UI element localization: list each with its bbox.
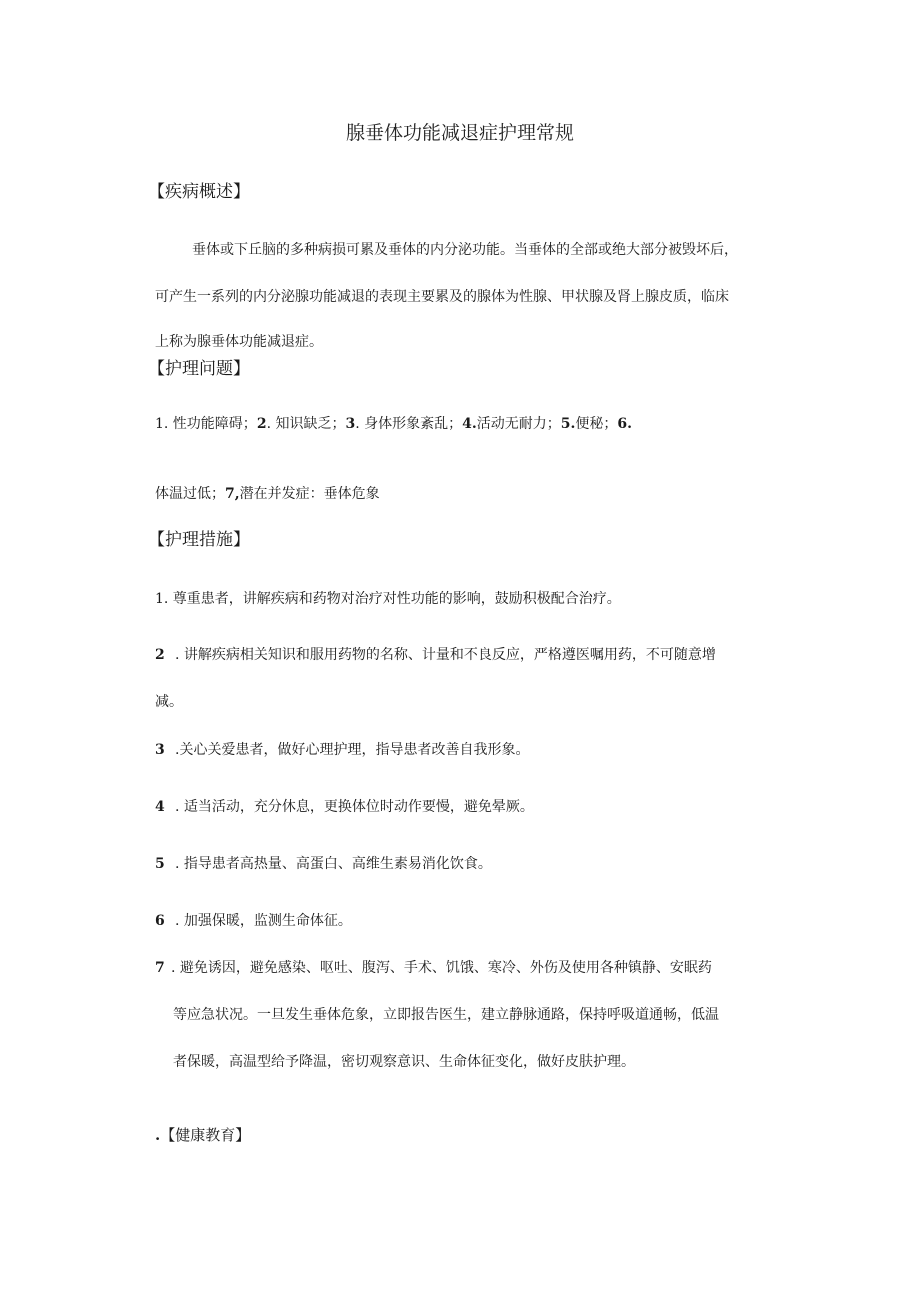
measure-item-7-cont-1: 等应急状况。一旦发生垂体危象，立即报告医生，建立静脉通路，保持呼吸道通畅，低温 bbox=[173, 1007, 719, 1023]
problem-text: 1. 性功能障碍； bbox=[155, 416, 257, 432]
problem-text: 体温过低； bbox=[155, 486, 225, 502]
measure-text: . 加强保暖，监测生命体征。 bbox=[175, 913, 352, 929]
measure-item-4 bbox=[155, 797, 534, 817]
overview-line-2: 可产生一系列的内分泌腺功能减退的表现主要累及的腺体为性腺、甲状腺及肾上腺皮质，临床 bbox=[155, 289, 729, 305]
overview-heading: 【疾病概述】 bbox=[148, 182, 250, 202]
problems-heading: 【护理问题】 bbox=[148, 359, 250, 379]
measure-item-7 bbox=[155, 958, 712, 978]
measure-text: . 避免诱因，避免感染、呕吐、腹泻、手术、饥饿、寒冷、外伤及使用各种镇静、安眠药 bbox=[171, 960, 712, 976]
problem-text: 活动无耐力； bbox=[476, 416, 561, 432]
problem-number: 5. bbox=[560, 416, 576, 432]
education-heading-line bbox=[155, 1125, 250, 1145]
measure-item-5 bbox=[155, 854, 492, 874]
problem-text: . 身体形象紊乱； bbox=[355, 416, 463, 432]
measure-text: . 适当活动，充分休息，更换体位时动作要慢，避免晕厥。 bbox=[175, 799, 534, 815]
problem-number: 4. bbox=[462, 416, 477, 432]
measure-number: 6 bbox=[155, 913, 165, 929]
problems-line-2 bbox=[155, 484, 380, 504]
measures-heading: 【护理措施】 bbox=[148, 530, 250, 550]
problem-text: . 知识缺乏； bbox=[266, 416, 346, 432]
problem-number: 7, bbox=[225, 486, 240, 502]
problem-text: 便秘； bbox=[575, 416, 618, 432]
measure-number: 5 bbox=[155, 856, 165, 872]
measure-item-2 bbox=[155, 645, 716, 665]
document-title: 腺垂体功能减退症护理常规 bbox=[345, 122, 574, 144]
measure-text: . 指导患者高热量、高蛋白、高维生素易消化饮食。 bbox=[175, 856, 492, 872]
overview-line-1: 垂体或下丘脑的多种病损可累及垂体的内分泌功能。当垂体的全部或绝大部分被毁坏后， bbox=[192, 242, 738, 258]
measure-number: 2 bbox=[155, 647, 165, 663]
measure-number: 7 bbox=[155, 960, 165, 976]
measure-text: . 讲解疾病相关知识和服用药物的名称、计量和不良反应，严格遵医嘱用药，不可随意增 bbox=[175, 647, 716, 663]
problem-number: 2 bbox=[256, 416, 267, 432]
measure-number: 3 bbox=[155, 742, 165, 758]
education-heading: 【健康教育】 bbox=[160, 1126, 251, 1144]
measure-item-7-cont-2: 者保暖，高温型给予降温，密切观察意识、生命体征变化，做好皮肤护理。 bbox=[173, 1054, 635, 1070]
measure-text: .关心关爱患者，做好心理护理，指导患者改善自我形象。 bbox=[175, 742, 530, 758]
problems-line-1 bbox=[155, 414, 632, 434]
measure-item-3 bbox=[155, 740, 529, 760]
measure-item-6 bbox=[155, 911, 352, 931]
overview-line-3: 上称为腺垂体功能减退症。 bbox=[155, 334, 323, 350]
measure-number: 4 bbox=[155, 799, 165, 815]
problem-number: 6. bbox=[617, 416, 632, 432]
education-prefix: . bbox=[155, 1126, 161, 1144]
problem-text: 潜在并发症：垂体危象 bbox=[239, 486, 380, 502]
measure-item-1: 1. 尊重患者，讲解疾病和药物对治疗对性功能的影响，鼓励积极配合治疗。 bbox=[155, 591, 621, 607]
problem-number: 3 bbox=[345, 416, 356, 432]
measure-item-2-cont: 减。 bbox=[155, 694, 183, 710]
